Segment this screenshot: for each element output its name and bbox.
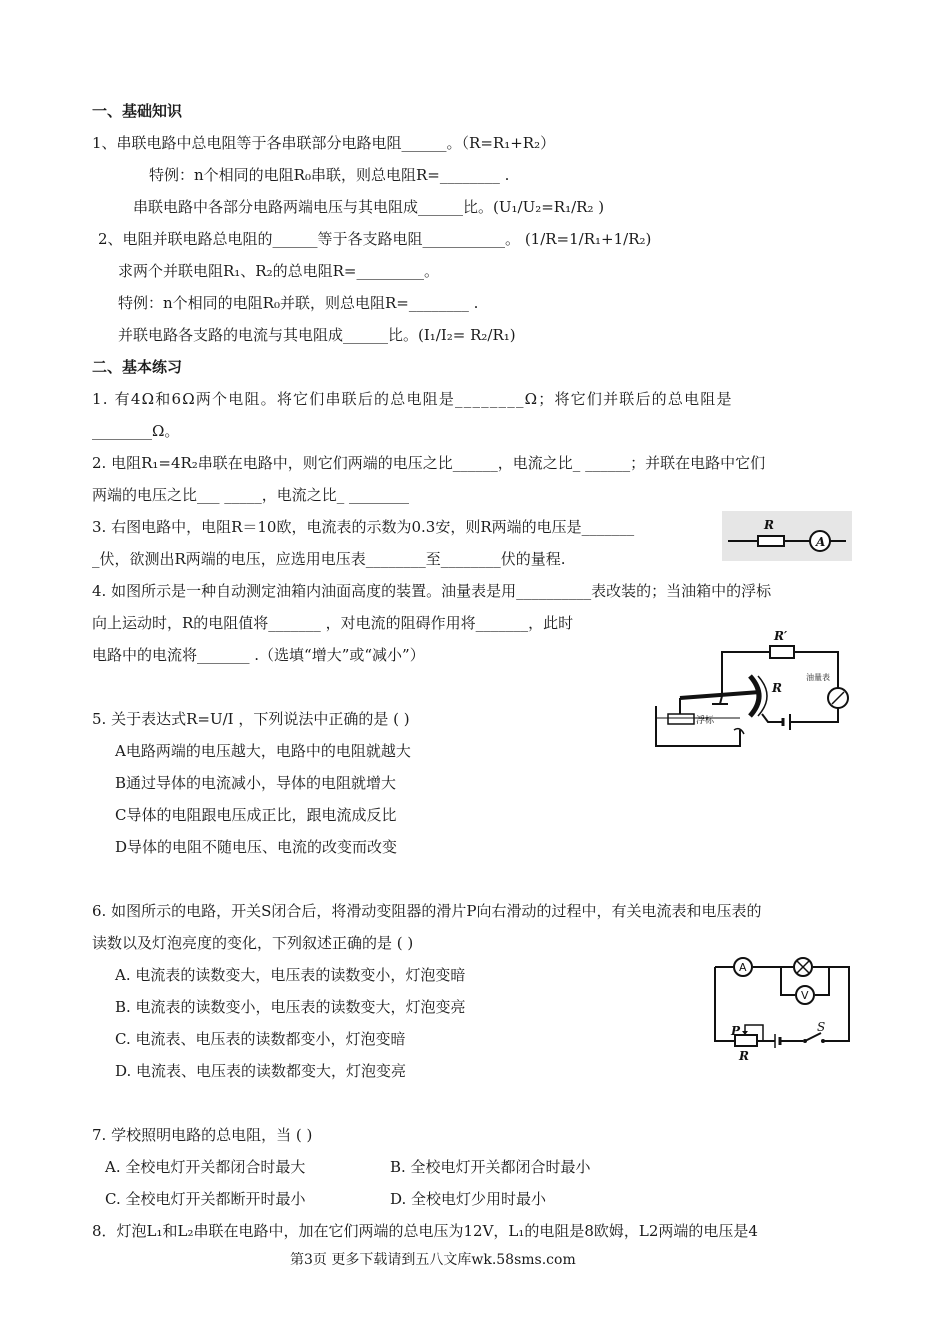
q6-stem-line-2: 读数以及灯泡亮度的变化，下列叙述正确的是 ( ) — [92, 934, 414, 952]
rprime-symbol — [770, 646, 794, 658]
q7-option-c: C. 全校电灯开关都断开时最小 — [105, 1190, 306, 1208]
q3-line-2: _伏，欲测出R两端的电压，应选用电压表________至________伏的量程. — [92, 550, 566, 568]
q7-option-d: D. 全校电灯少用时最小 — [390, 1190, 547, 1208]
q6-option-b: B. 电流表的读数变小，电压表的读数变大，灯泡变亮 — [115, 998, 466, 1016]
fig2-rprime-label: R′ — [774, 629, 788, 643]
q6-option-a: A. 电流表的读数变大，电压表的读数变小，灯泡变暗 — [115, 966, 466, 984]
q6-option-d: D. 电流表、电压表的读数都变大，灯泡变亮 — [115, 1062, 407, 1080]
q7-option-a: A. 全校电灯开关都闭合时最大 — [105, 1158, 306, 1176]
q7-option-b: B. 全校电灯开关都闭合时最小 — [390, 1158, 591, 1176]
fig3-s-label: S — [817, 1020, 826, 1034]
fig3-a-label: A — [739, 961, 747, 974]
fig2-gauge-label: 油量表 — [806, 673, 830, 682]
s1-line-6: 特例：n个相同的电阻R₀并联，则总电阻R=________ . — [118, 294, 479, 312]
s1-line-5: 求两个并联电阻R₁、R₂的总电阻R=_________。 — [118, 262, 439, 280]
figure-resistor-ammeter — [722, 511, 852, 561]
q2-line-1: 2. 电阻R₁=4R₂串联在电路中，则它们两端的电压之比______，电流之比_ ______；并联在电路中它们 — [92, 454, 766, 472]
fig1-a-label: A — [816, 535, 826, 549]
fig2-float-label: 浮标 — [696, 716, 715, 726]
q5-option-d: D导体的电阻不随电压、电流的改变而改变 — [115, 838, 398, 856]
figure-rheostat-circuit — [705, 955, 855, 1065]
q5-stem: 5. 关于表达式R=U/I ，下列说法中正确的是 ( ) — [92, 710, 410, 728]
page-footer: 第3页 更多下载请到五八文库wk.58sms.com — [290, 1252, 576, 1268]
resistor-symbol — [758, 536, 784, 546]
q2-line-2: 两端的电压之比___ _____，电流之比_ ________ — [92, 486, 410, 504]
q4-line-1: 4. 如图所示是一种自动测定油箱内油面高度的装置。油量表是用__________表改装的；当油箱中的浮标 — [92, 582, 772, 600]
fig3-p-label: P — [731, 1024, 741, 1038]
s1-line-4: 2、电阻并联电路总电阻的______等于各支路电阻___________。 (1/R=1/R₁+1/R₂) — [98, 230, 652, 248]
s1-line-1: 1、串联电路中总电阻等于各串联部分电路电阻______。（R=R₁+R₂） — [92, 134, 556, 152]
q4-line-3: 电路中的电流将_______ .（选填“增大”或“减小”） — [92, 646, 425, 664]
q1-line-1: 1. 有4Ω和6Ω两个电阻。将它们串联后的总电阻是________Ω；将它们并联后的总电阻是 — [92, 390, 733, 408]
q5-option-a: A电路两端的电压越大，电路中的电阻就越大 — [115, 742, 411, 760]
s1-line-2: 特例：n个相同的电阻R₀串联，则总电阻R=________ . — [149, 166, 510, 184]
q8-line-1: 8．灯泡L₁和L₂串联在电路中，加在它们两端的总电压为12V，L₁的电阻是8欧姆，L2两端的电压是4 — [92, 1222, 758, 1240]
fig3-r-label: R — [739, 1049, 749, 1063]
q5-option-b: B通过导体的电流减小，导体的电阻就增大 — [115, 774, 397, 792]
q7-stem: 7. 学校照明电路的总电阻，当 ( ) — [92, 1126, 313, 1144]
q5-option-c: C导体的电阻跟电压成正比，跟电流成反比 — [115, 806, 397, 824]
q3-line-1: 3. 右图电路中，电阻R＝10欧，电流表的示数为0.3安，则R两端的电压是_______ — [92, 518, 635, 536]
fig1-r-label: R — [764, 518, 774, 532]
fig2-r-label: R — [772, 681, 782, 695]
switch-symbol — [805, 1033, 821, 1041]
q6-stem-line-1: 6. 如图所示的电路，开关S闭合后，将滑动变阻器的滑片P向右滑动的过程中，有关电流表和电压表的 — [92, 902, 762, 920]
s1-line-3: 串联电路中各部分电路两端电压与其电阻成______比。(U₁/U₂=R₁/R₂ ) — [133, 198, 605, 216]
section-heading-practice: 二、基本练习 — [92, 358, 183, 376]
figure-oil-gauge — [650, 622, 850, 752]
q1-line-2: ________Ω。 — [92, 422, 180, 440]
section-heading-basics: 一、基础知识 — [92, 102, 183, 120]
s1-line-7: 并联电路各支路的电流与其电阻成______比。(I₁/I₂= R₂/R₁) — [118, 326, 516, 344]
fig3-v-label: V — [801, 989, 809, 1002]
q6-option-c: C. 电流表、电压表的读数都变小，灯泡变暗 — [115, 1030, 406, 1048]
q4-line-2: 向上运动时，R的电阻值将_______ ，对电流的阻碍作用将_______，此时 — [92, 614, 574, 632]
float-symbol — [668, 714, 694, 724]
